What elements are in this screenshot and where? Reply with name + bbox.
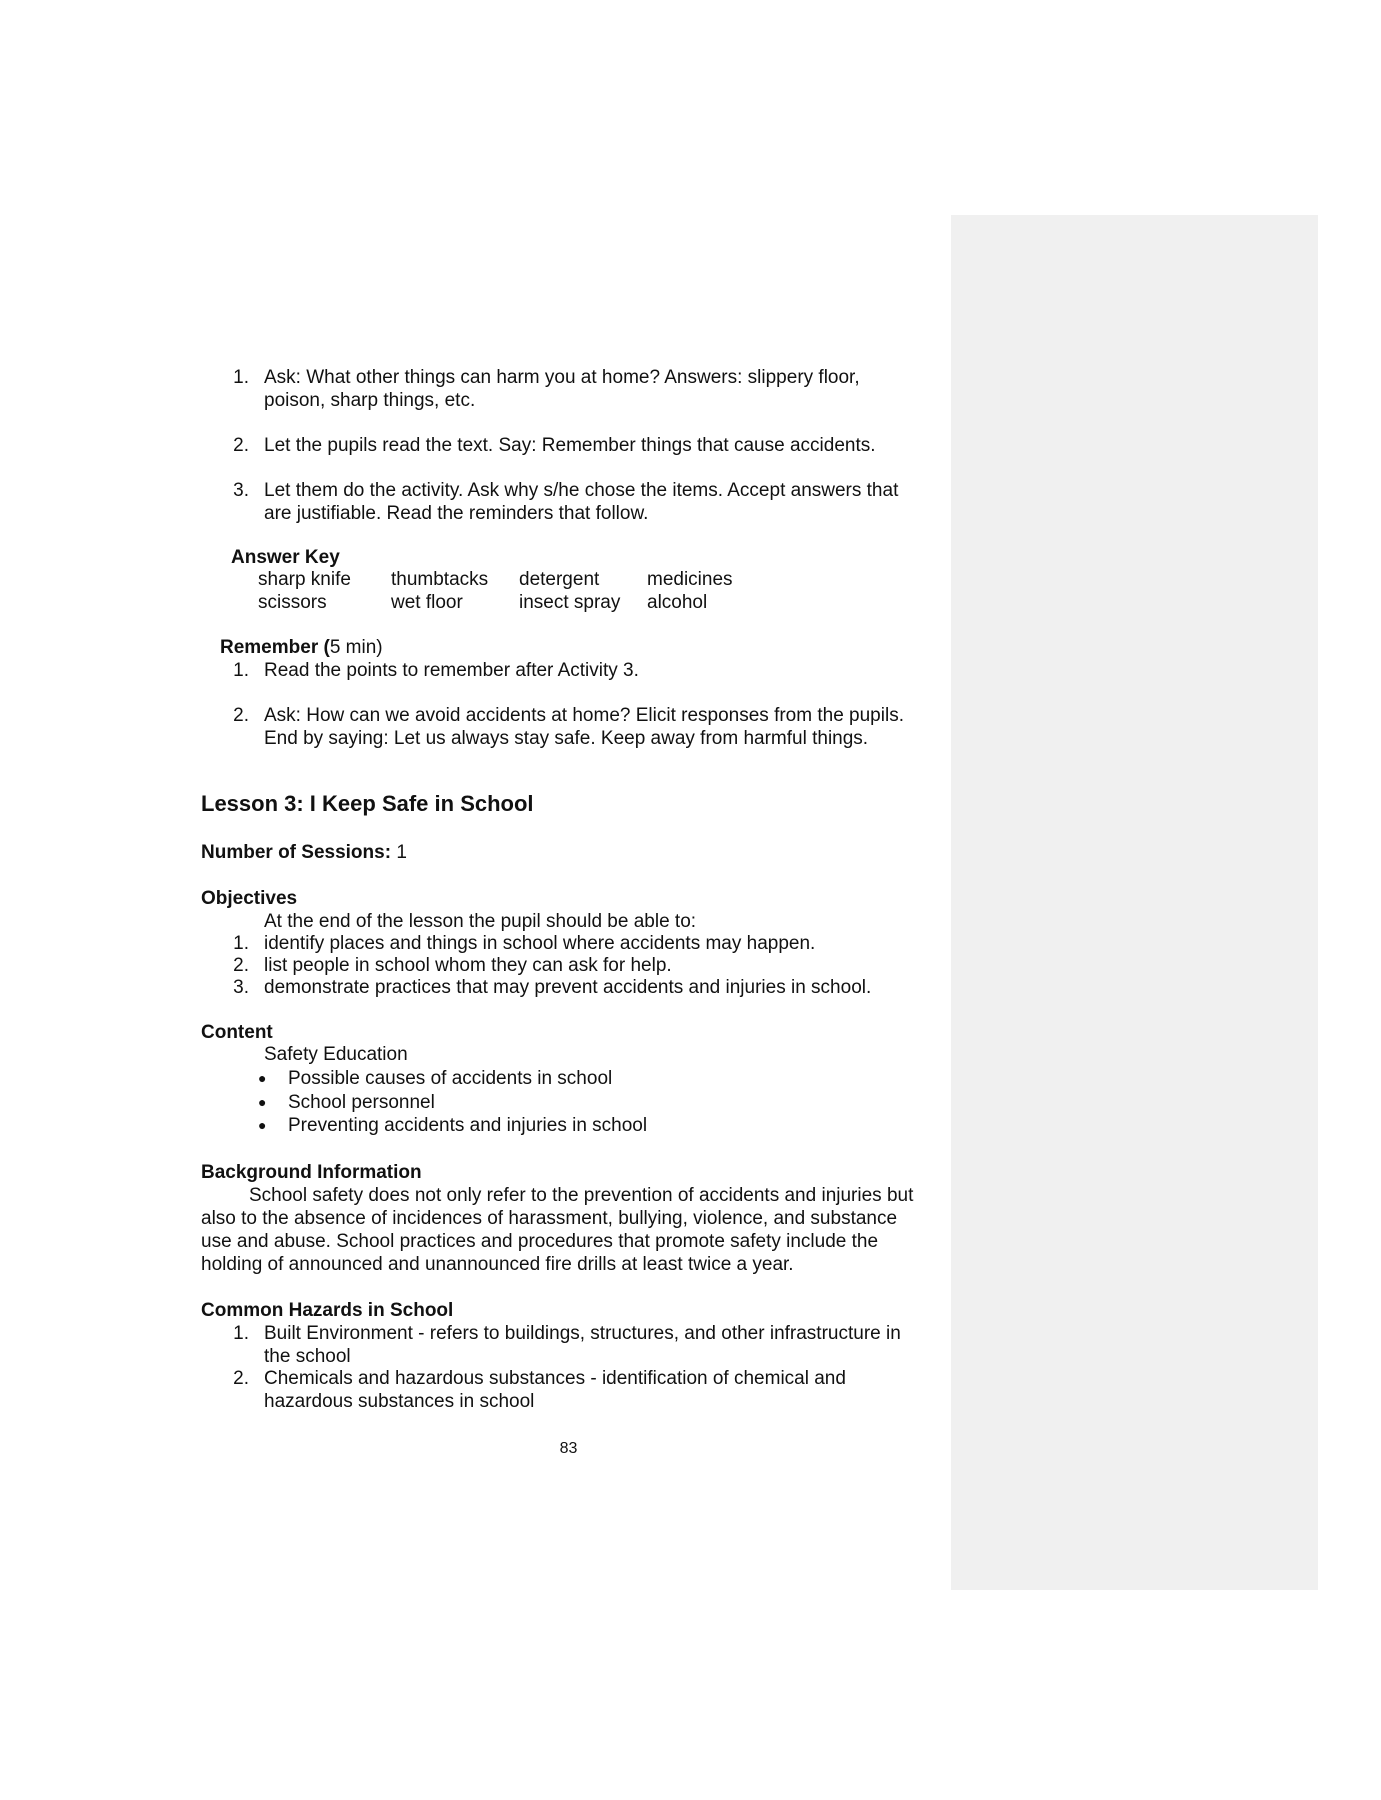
answer-key-cell: insect spray [519,592,621,613]
hazards-title: Common Hazards in School [201,1300,454,1321]
content-bullet-2: School personnel [288,1092,435,1113]
hazard-2-line-1: Chemicals and hazardous substances - identification of chemical and [264,1368,846,1389]
answer-key-cell: medicines [647,569,733,590]
step-2-line-1: Let the pupils read the text. Say: Remember things that cause accidents. [264,435,876,456]
answer-key-cell: alcohol [647,592,708,613]
objective-1-text: identify places and things in school where accidents may happen. [264,933,816,954]
objectives-title: Objectives [201,888,298,909]
background-line-2: also to the absence of incidences of harassment, bullying, violence, and substance [201,1208,898,1229]
step-1-line-2: poison, sharp things, etc. [264,390,476,411]
step-1-number: 1. [233,367,249,388]
hazard-2-line-2: hazardous substances in school [264,1391,535,1412]
step-1-line-1: Ask: What other things can harm you at home? Answers: slippery floor, [264,367,860,388]
background-line-1: School safety does not only refer to the prevention of accidents and injuries but [249,1185,914,1206]
hazard-1-number: 1. [233,1323,249,1344]
objectives-intro: At the end of the lesson the pupil should be able to: [264,911,697,932]
comment-margin-panel [951,215,1318,1590]
remember-title: Remember ( [220,637,330,658]
step-2-number: 2. [233,435,249,456]
remember-2-line-1: Ask: How can we avoid accidents at home? Elicit responses from the pupils. [264,705,904,726]
page-number: 83 [559,1440,578,1457]
lesson-title: Lesson 3: I Keep Safe in School [201,791,534,816]
background-title: Background Information [201,1162,422,1183]
remember-duration: 5 min) [329,637,383,658]
sessions-value: 1 [396,842,407,863]
remember-1-number: 1. [233,660,249,681]
remember-heading [220,636,383,659]
answer-key-cell: detergent [519,569,600,590]
step-3-line-1: Let them do the activity. Ask why s/he chose the items. Accept answers that [264,480,899,501]
content-bullet-1: Possible causes of accidents in school [288,1068,613,1089]
content-bullet-3: Preventing accidents and injuries in school [288,1115,648,1136]
hazard-1-line-1: Built Environment - refers to buildings, structures, and other infrastructure in [264,1323,901,1344]
answer-key-cell: scissors [258,592,327,613]
remember-1-line-1: Read the points to remember after Activity 3. [264,660,639,681]
hazard-1-line-2: the school [264,1346,351,1367]
sessions-line [201,841,407,864]
objective-2-text: list people in school whom they can ask for help. [264,955,672,976]
background-line-4: holding of announced and unannounced fire drills at least twice a year. [201,1254,794,1275]
bullet-icon: ● [258,1070,267,1086]
answer-key-cell: wet floor [391,592,463,613]
step-3-number: 3. [233,480,249,501]
background-line-3: use and abuse. School practices and procedures that promote safety include the [201,1231,879,1252]
objective-3-number: 3. [233,977,249,998]
bullet-icon: ● [258,1117,267,1133]
hazard-2-number: 2. [233,1368,249,1389]
sessions-label: Number of Sessions: [201,842,392,863]
step-3-line-2: are justifiable. Read the reminders that follow. [264,503,649,524]
content-title: Content [201,1022,273,1043]
objective-1-number: 1. [233,933,249,954]
objective-2-number: 2. [233,955,249,976]
remember-2-number: 2. [233,705,249,726]
bullet-icon: ● [258,1094,267,1110]
answer-key-cell: sharp knife [258,569,351,590]
answer-key-cell: thumbtacks [391,569,489,590]
content-subject: Safety Education [264,1044,408,1065]
answer-key-title: Answer Key [231,547,340,568]
objective-3-text: demonstrate practices that may prevent accidents and injuries in school. [264,977,872,998]
remember-2-line-2: End by saying: Let us always stay safe. Keep away from harmful things. [264,728,869,749]
